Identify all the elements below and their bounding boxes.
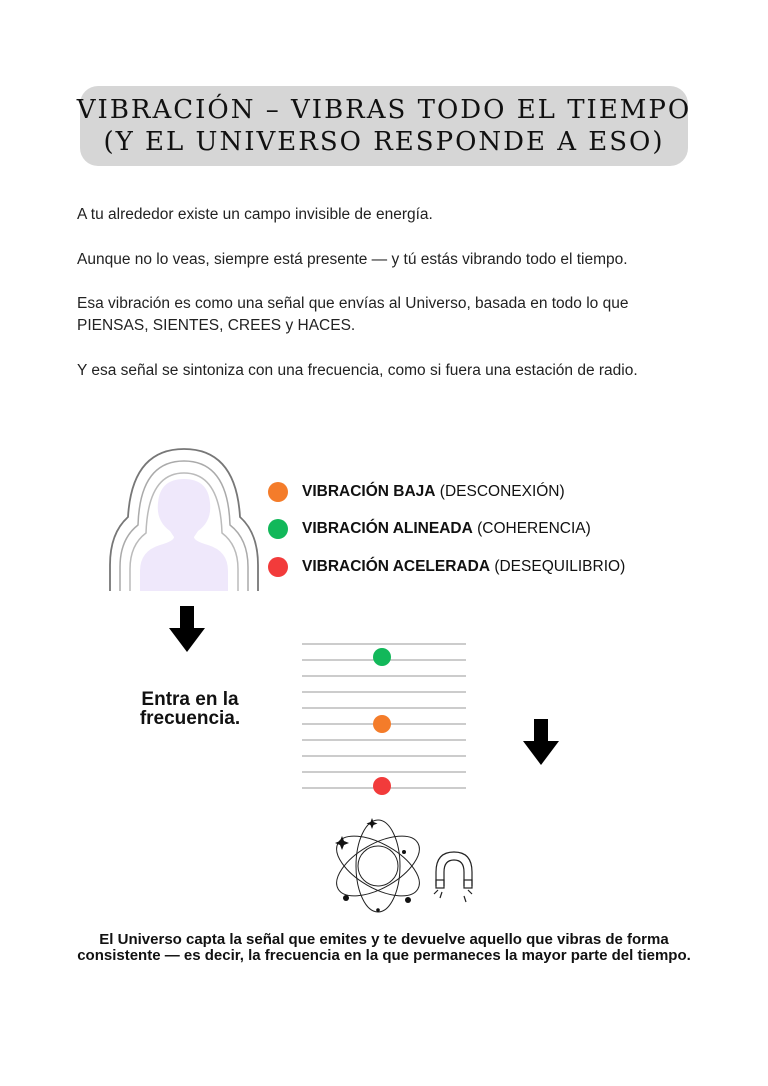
arrow-down-icon (169, 606, 205, 652)
orange-dot-icon (268, 482, 288, 502)
legend-label-low: VIBRACIÓN BAJA (302, 483, 436, 500)
title-line-2: (Y EL UNIVERSO RESPONDE A ESO) (103, 127, 665, 157)
legend-item-low (268, 480, 565, 504)
arrow-down-icon (523, 719, 559, 765)
frequency-staff (302, 636, 466, 796)
legend-label-aligned: VIBRACIÓN ALINEADA (302, 520, 473, 537)
legend-desc-low: (DESCONEXIÓN) (435, 483, 565, 500)
magnet-icon (434, 852, 472, 902)
red-dot-icon (268, 557, 288, 577)
green-dot-icon (268, 519, 288, 539)
legend-item-aligned (268, 517, 591, 541)
person-silhouette-icon (108, 447, 260, 593)
legend-desc-aligned: (COHERENCIA) (472, 520, 591, 537)
legend-item-accelerated (268, 555, 625, 579)
paragraph-4: Y esa señal se sintoniza con una frecuencia, como si fuera una estación de radio. (77, 362, 638, 379)
paragraph-1: A tu alrededor existe un campo invisible de energía. (77, 206, 433, 223)
atom-orbit-icon (326, 814, 486, 918)
title-banner (76, 86, 692, 166)
red-frequency-dot (373, 777, 391, 795)
paragraph-3: Esa vibración es como una señal que envías al Universo, basada en todo lo que PIENSAS, SIENTES, CREES y HACES. (77, 295, 629, 334)
caption-enter-frequency: Entra en la frecuencia. (139, 689, 241, 729)
legend-desc-accelerated: (DESEQUILIBRIO) (490, 558, 626, 575)
paragraph-2: Aunque no lo veas, siempre está presente — y tú estás vibrando todo el tiempo. (77, 251, 628, 268)
legend-label-accelerated: VIBRACIÓN ACELERADA (302, 558, 491, 575)
green-frequency-dot (373, 648, 391, 666)
footer-statement: El Universo capta la señal que emites y te devuelve aquello que vibras de forma consistente — es decir, la frecuencia en la que permaneces la mayor parte del tiempo. (77, 931, 691, 964)
orange-frequency-dot (373, 715, 391, 733)
title-line-1: VIBRACIÓN – VIBRAS TODO EL TIEMPO (76, 95, 692, 125)
